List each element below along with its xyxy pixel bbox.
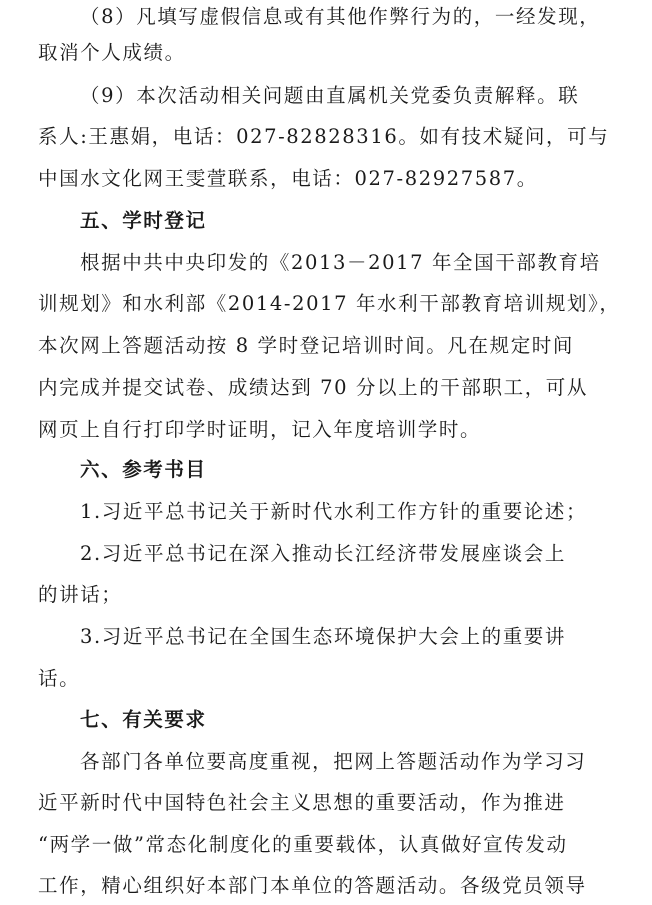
section-heading-6: 六、参考书目 — [80, 458, 207, 481]
item-8-line-2: 取消个人成绩。 — [38, 41, 186, 64]
section-5-line-4: 内完成并提交试卷、成绩达到 70 分以上的干部职工，可从 — [38, 376, 589, 399]
section-heading-5: 五、学时登记 — [80, 209, 207, 232]
section-7-line-3: “两学一做”常态化制度化的重要载体，认真做好宣传发动 — [38, 833, 568, 856]
item-9-line-1: （9）本次活动相关问题由直属机关党委负责解释。联 — [80, 84, 580, 107]
reference-3-line-2: 话。 — [38, 667, 81, 690]
section-7-line-2: 近平新时代中国特色社会主义思想的重要活动，作为推进 — [38, 791, 566, 814]
section-5-line-2: 训规划》和水利部《2014-2017 年水利干部教育培训规划》， — [38, 292, 621, 315]
section-7-line-4: 工作，精心组织好本部门本单位的答题活动。各级党员领导 — [38, 874, 587, 897]
item-8-line-1: （8）凡填写虚假信息或有其他作弊行为的，一经发现， — [80, 5, 601, 28]
section-5-line-5: 网页上自行打印学时证明，记入年度培训学时。 — [38, 418, 482, 441]
section-5-line-3: 本次网上答题活动按 8 学时登记培训时间。凡在规定时间 — [38, 334, 575, 357]
section-5-line-1: 根据中共中央印发的《2013－2017 年全国干部教育培 — [80, 251, 601, 274]
reference-1: 1.习近平总书记关于新时代水利工作方针的重要论述； — [80, 500, 588, 523]
reference-2-line-1: 2.习近平总书记在深入推动长江经济带发展座谈会上 — [80, 542, 567, 565]
item-9-line-3: 中国水文化网王雯萱联系，电话：027-82927587。 — [38, 167, 538, 190]
reference-3-line-1: 3.习近平总书记在全国生态环境保护大会上的重要讲 — [80, 625, 567, 648]
reference-2-line-2: 的讲话； — [38, 583, 123, 606]
section-heading-7: 七、有关要求 — [80, 708, 207, 731]
item-9-line-2: 系人:王惠娟，电话：027-82828316。如有技术疑问，可与 — [38, 125, 610, 148]
section-7-line-1: 各部门各单位要高度重视，把网上答题活动作为学习习 — [80, 750, 587, 773]
